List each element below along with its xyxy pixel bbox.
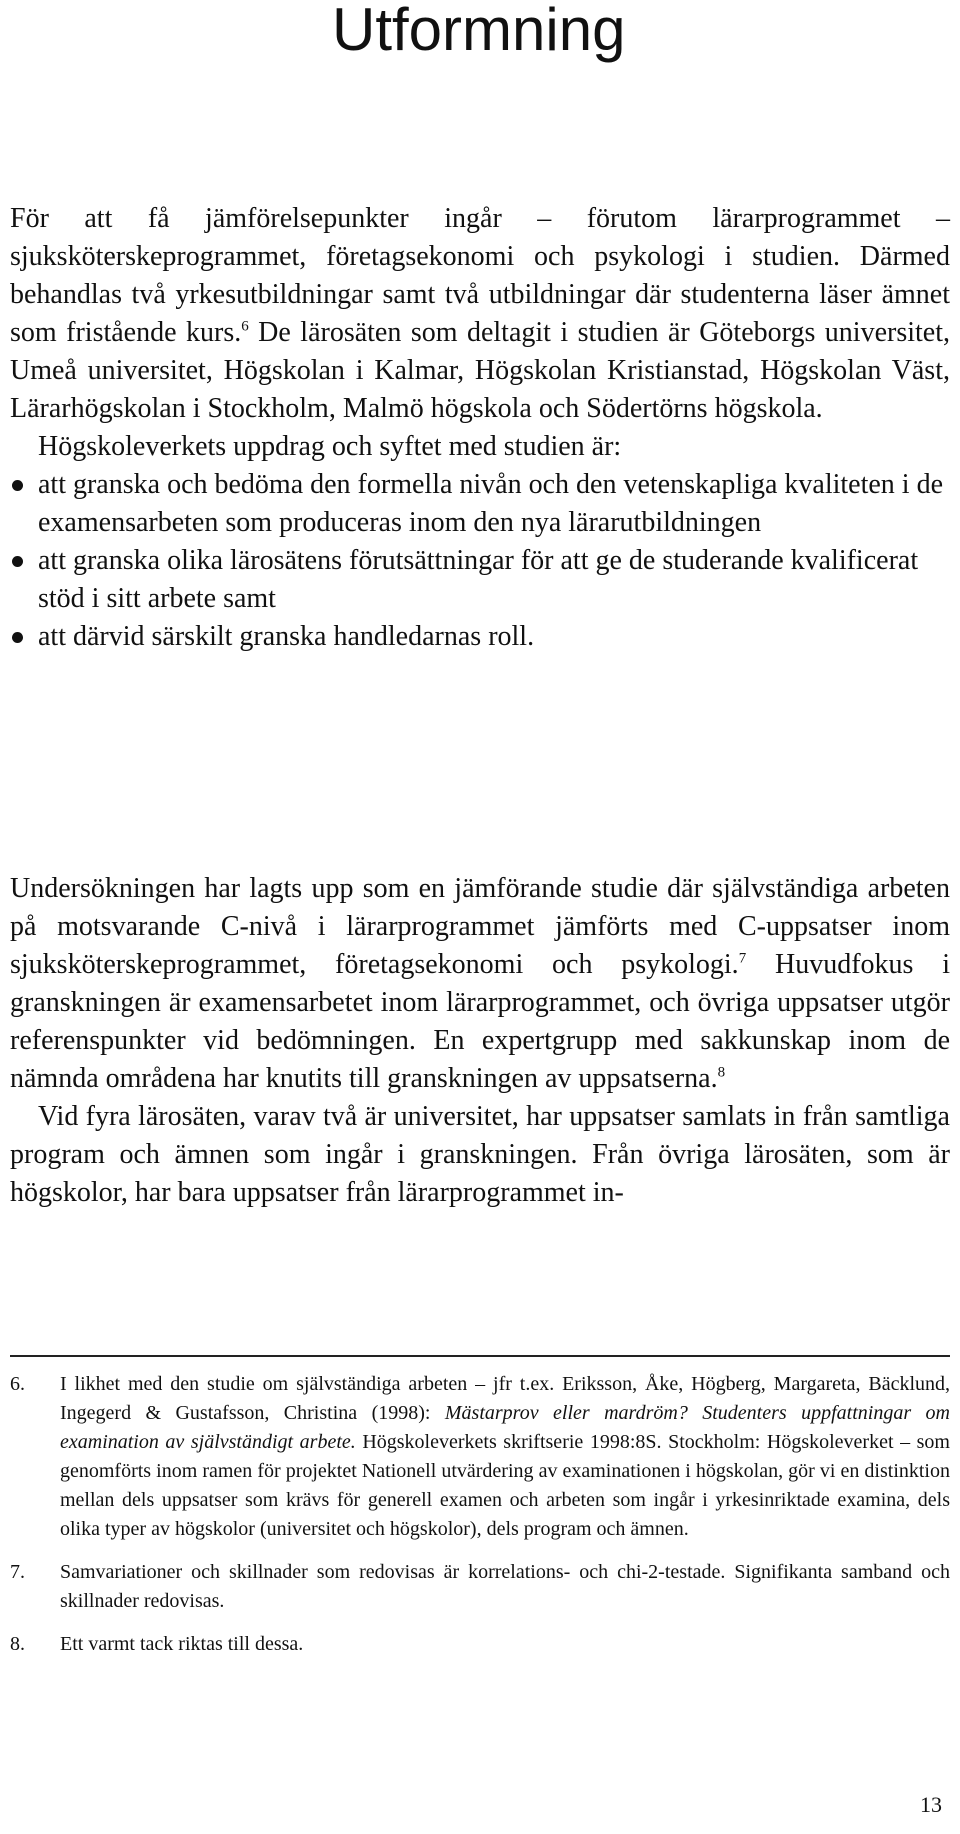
footnote-text-part: Högskoleverkets skriftserie 1998:8S. Stockholm: Högskoleverket – som genomförts inom ramen för projektet Nationell utvärdering av examinationen i högskolan, gör vi en distinktion mellan dels uppsatser som krävs för generell examen och arbeten som ingår i yrkesinriktade examina, dels olika typer av högskolor (universitet och högskolor), dels program och ämnen. bbox=[60, 1431, 950, 1540]
footnote-number: 6. bbox=[10, 1373, 25, 1395]
footnote-number: 7. bbox=[10, 1561, 25, 1583]
footnote-ref: 8 bbox=[717, 1064, 726, 1081]
section-method bbox=[10, 870, 950, 1212]
page-number: 13 bbox=[920, 1792, 942, 1817]
footnote-7 bbox=[10, 1558, 950, 1616]
bullet-icon bbox=[12, 480, 23, 491]
purpose-list bbox=[10, 466, 950, 656]
list-item bbox=[10, 618, 950, 656]
footnote-text-part: I likhet med den studie om självständiga arbeten – jfr t.ex. Eriksson, Åke, Högberg, Margareta, Bäcklund, Ingegerd & Gustafsson, Christina (1998): bbox=[60, 1373, 950, 1424]
paragraph-purpose: Högskoleverkets uppdrag och syftet med studien är: bbox=[38, 431, 622, 462]
list-item-text: att granska och bedöma den formella nivån och den vetenskapliga kvaliteten i de examensarbeten som produceras inom den nya lärarutbildningen bbox=[38, 469, 944, 538]
paragraph-text: Huvudfokus i granskningen är examensarbetet inom lärarprogrammet, och övriga uppsatser utgör referenspunkter vid bedömningen. En expertgrupp med sakkunskap inom de nämnda områdena har knutits till granskningen av uppsatserna. bbox=[10, 949, 950, 1094]
footnote-divider bbox=[10, 1355, 950, 1357]
list-item-text: att granska olika lärosätens förutsättningar för att ge de studerande kvalificerat stöd i sitt arbete samt bbox=[38, 545, 919, 614]
footnote-number: 8. bbox=[10, 1633, 25, 1655]
footnote-text bbox=[60, 1370, 950, 1544]
footnote-8 bbox=[10, 1630, 950, 1659]
list-item bbox=[10, 466, 950, 542]
paragraph-text: De lärosäten som deltagit i studien är Göteborgs universitet, Umeå universitet, Högskolan i Kalmar, Högskolan Kristianstad, Högskolan Väst, Lärarhögskolan i Stockholm, Malmö högskola och Södertörns högskola. bbox=[10, 317, 950, 424]
document-page bbox=[10, 0, 950, 1834]
footnotes bbox=[10, 1370, 950, 1673]
footnote-ref: 6 bbox=[241, 318, 249, 335]
footnote-6 bbox=[10, 1370, 950, 1544]
bullet-icon bbox=[12, 556, 23, 567]
footnote-ref: 7 bbox=[738, 950, 747, 967]
list-item-text: att därvid särskilt granska handledarnas roll. bbox=[38, 621, 535, 652]
page-title: Utformning bbox=[332, 0, 626, 63]
bullet-icon bbox=[12, 632, 23, 643]
paragraph-text: För att få jämförelsepunkter ingår – förutom lärarprogrammet – sjuksköterskeprogrammet, företagsekonomi och psykologi i studien. Därmed behandlas två yrkesutbildningar samt två utbildningar där studenterna läser ämnet som fristående kurs. bbox=[10, 203, 950, 348]
paragraph-design bbox=[10, 870, 950, 1098]
cited-title: Mästarprov eller mardröm? Studenters uppfattningar om examination av självständigt arbete. bbox=[60, 1402, 950, 1453]
list-item bbox=[10, 542, 950, 618]
paragraph-text: Undersökningen har lagts upp som en jämförande studie där självständiga arbeten på motsvarande C-nivå i lärarprogrammet jämförts med C-uppsatser inom sjuksköterskeprogrammet, företagsekonomi och psykologi. bbox=[10, 873, 950, 980]
paragraph-scope bbox=[10, 200, 950, 428]
footnote-text: Samvariationer och skillnader som redovisas är korrelations- och chi-2-testade. Signifikanta samband och skillnader redovisas. bbox=[60, 1561, 950, 1612]
paragraph-collection: Vid fyra lärosäten, varav två är universitet, har uppsatser samlats in från samtliga program och ämnen som ingår i granskningen. Från övriga lärosäten, som är högskolor, har bara uppsatser från lärarprogrammet in- bbox=[10, 1101, 950, 1208]
section-intro bbox=[10, 200, 950, 656]
footnote-text: Ett varmt tack riktas till dessa. bbox=[60, 1633, 304, 1655]
